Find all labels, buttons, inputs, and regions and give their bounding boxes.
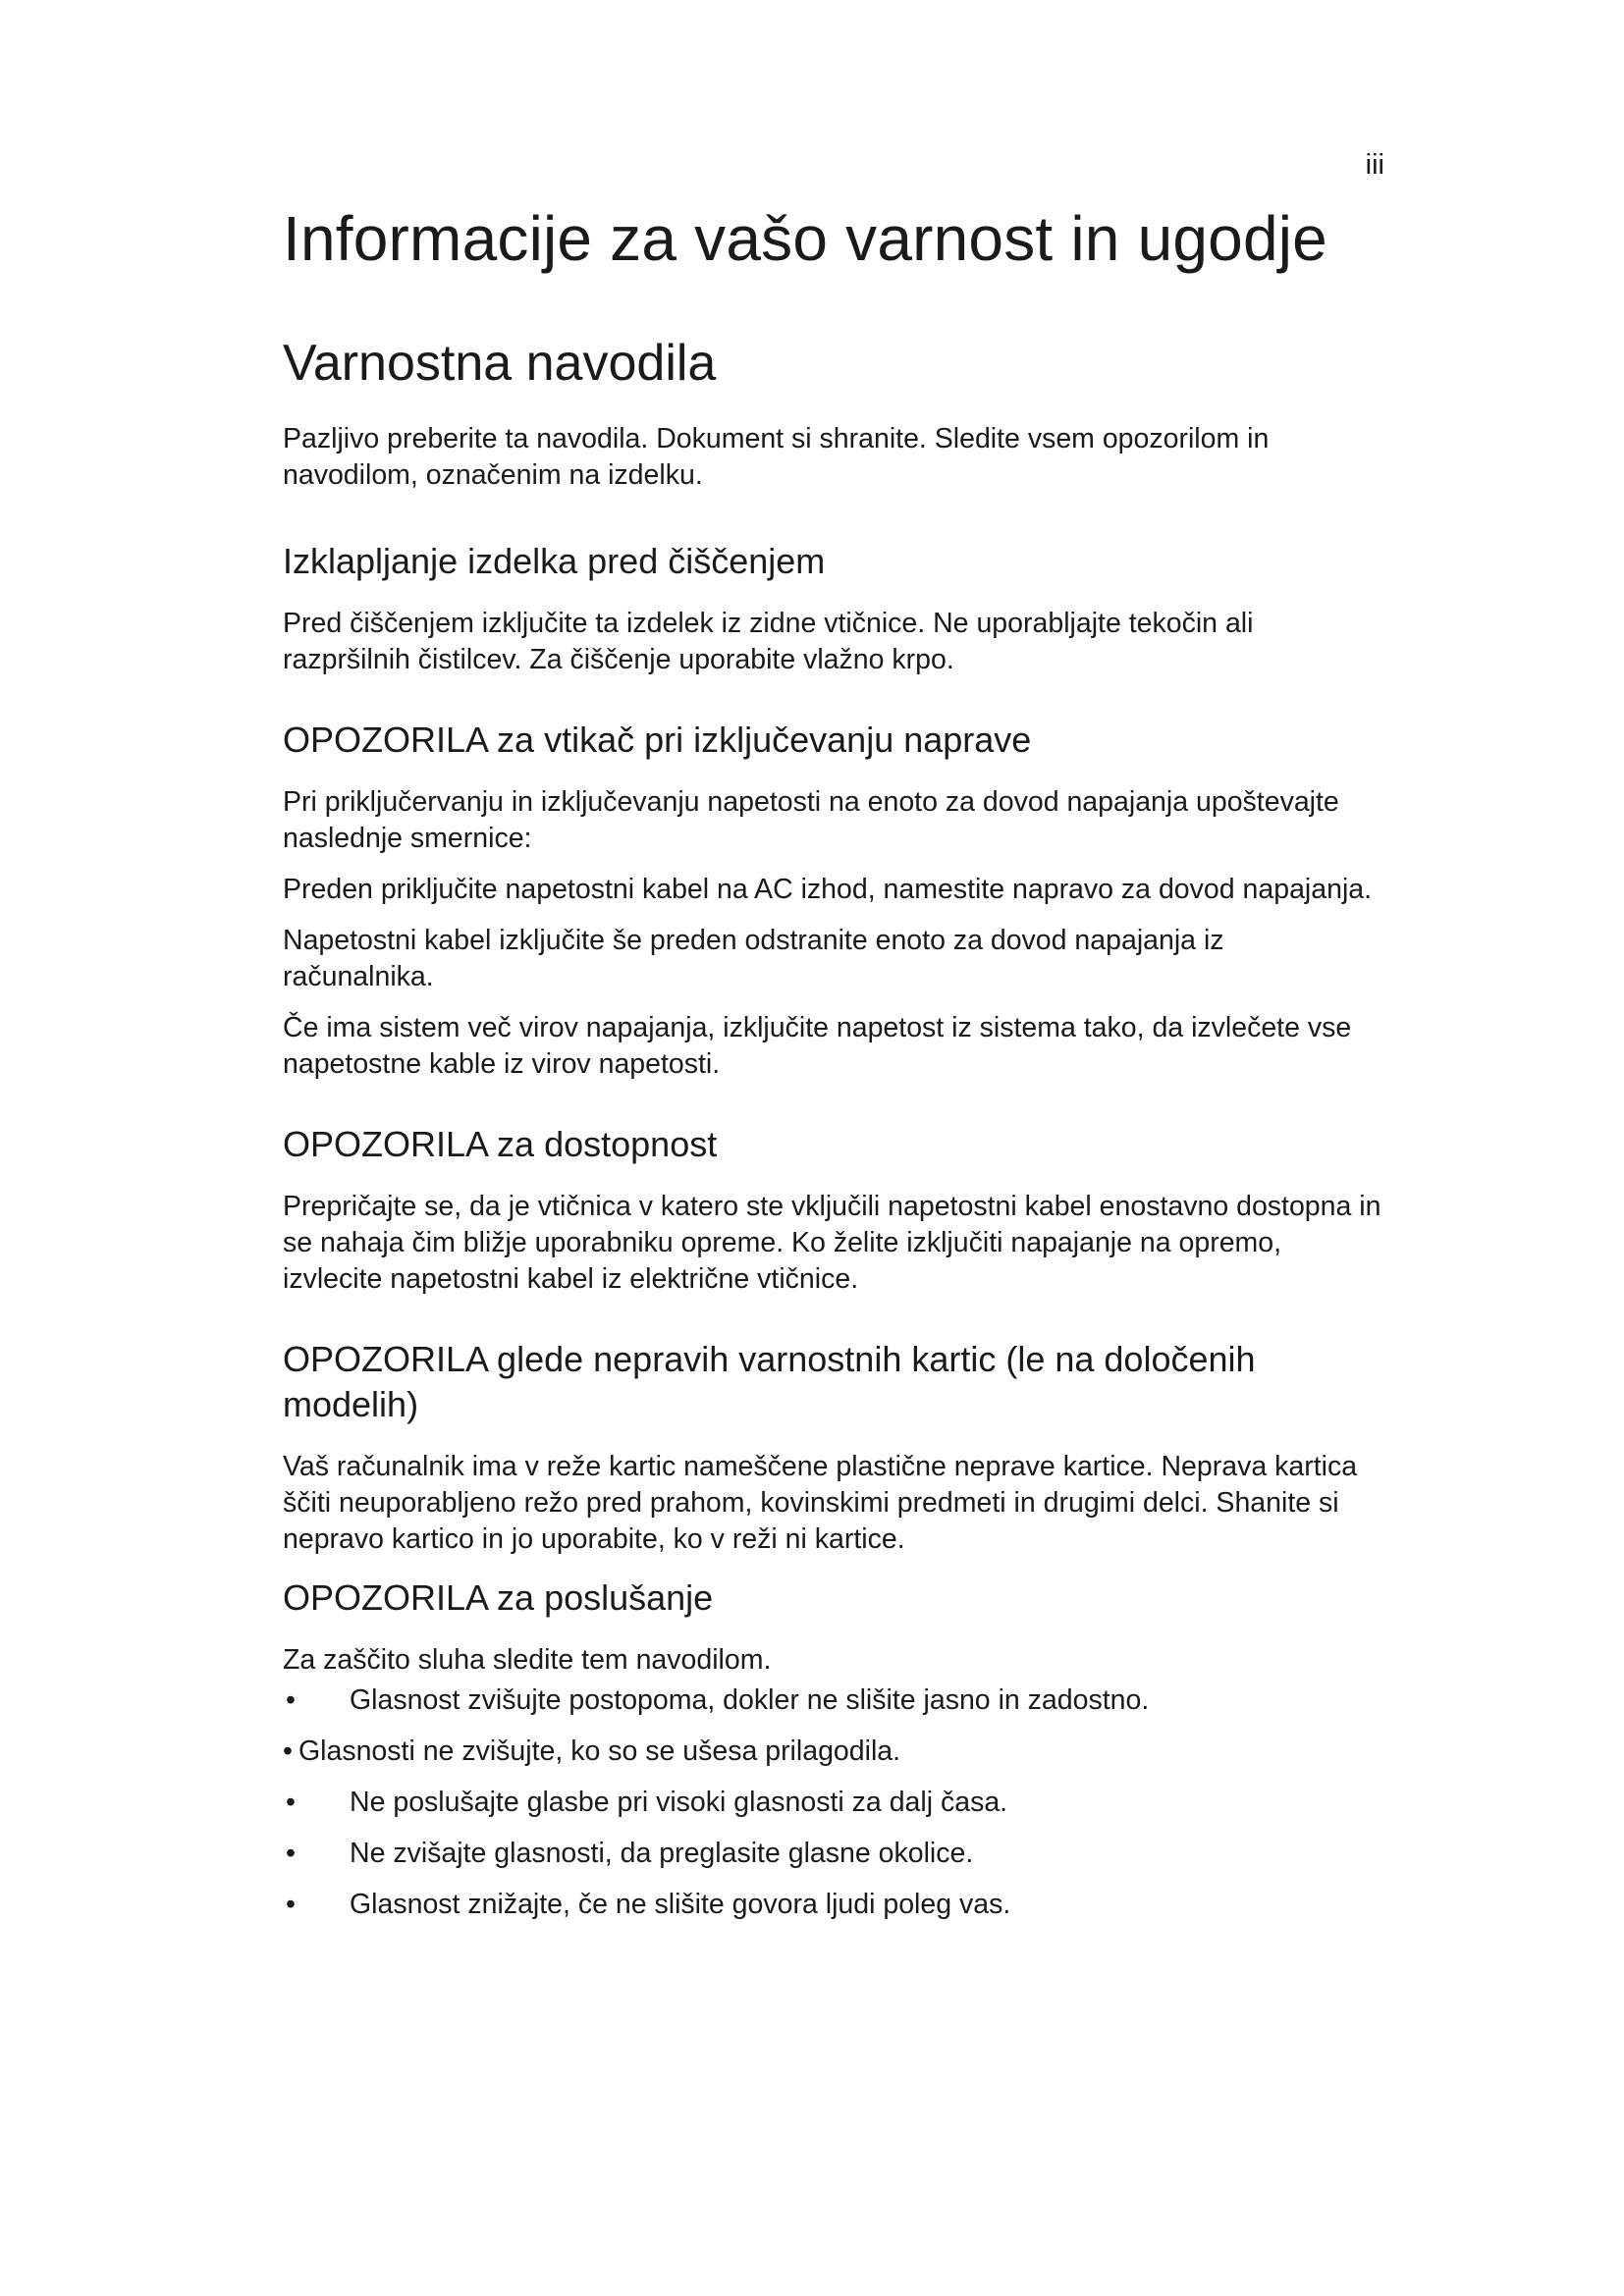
section-paragraph: Vaš računalnik ima v reže kartic nameščene plastične neprave kartice. Neprava kartica ščiti neuporabljeno režo pred prahom, kovinskimi predmeti in drugimi delci. Shanite si nepravo kartico in jo uporabite, ko v reži ni kartice.: [283, 1451, 1358, 1555]
list-item: [283, 1682, 1382, 1719]
section-heading: OPOZORILA za dostopnost: [283, 1124, 718, 1164]
list-item: [283, 1785, 1382, 1821]
section-plug-warnings: [283, 718, 1382, 1083]
list-item: [283, 1734, 1382, 1770]
section-heading: Izklapljanje izdelka pred čiščenjem: [283, 541, 826, 581]
bullet-icon: •: [286, 1787, 296, 1818]
section-heading: OPOZORILA za vtikač pri izključevanju naprave: [283, 720, 1032, 760]
section-paragraph: Če ima sistem več virov napajanja, izključite napetost iz sistema tako, da izvlečete vse napetostne kable iz virov napetosti.: [283, 1012, 1352, 1080]
section-dummy-cards: [283, 1337, 1382, 1558]
section-paragraph: Pred čiščenjem izključite ta izdelek iz zidne vtičnice. Ne uporabljajte tekočin ali razpršilnih čistilcev. Za čiščenje uporabite vlažno krpo.: [283, 608, 1254, 675]
section-paragraph: Prepričajte se, da je vtičnica v katero ste vključili napetostni kabel enostavno dostopna in se nahaja čim bližje uporabniku opreme. Ko želite izključiti napajanje na opremo, izvlecite napetostni kabel iz električne vtičnice.: [283, 1191, 1381, 1295]
page-number: iii: [1365, 149, 1384, 181]
bullet-icon: •: [286, 1684, 296, 1716]
list-item-text: Glasnost znižajte, če ne slišite govora ljudi poleg vas.: [350, 1889, 1011, 1920]
listening-bullet-list: [283, 1682, 1382, 1923]
section-heading: OPOZORILA za poslušanje: [283, 1577, 714, 1618]
section-cleaning: [283, 539, 1382, 678]
section-paragraph: Za zaščito sluha sledite tem navodilom.: [283, 1644, 772, 1676]
intro-paragraph: Pazljivo preberite ta navodila. Dokument si shranite. Sledite vsem opozorilom in navodilom, označenim na izdelku.: [283, 423, 1270, 491]
list-item-text: Ne poslušajte glasbe pri visoki glasnosti za dalj časa.: [350, 1787, 1008, 1818]
list-item: [283, 1836, 1382, 1872]
main-heading: Varnostna navodila: [283, 335, 717, 392]
list-item: [283, 1887, 1382, 1923]
section-accessibility: [283, 1122, 1382, 1298]
list-item-text: Glasnost zvišujte postopoma, dokler ne slišite jasno in zadostno.: [350, 1684, 1150, 1716]
section-paragraph: Preden priključite napetostni kabel na AC izhod, namestite napravo za dovod napajanja.: [283, 874, 1373, 905]
section-paragraph: Pri priključervanju in izključevanju napetosti na enoto za dovod napajanja upoštevajte naslednje smernice:: [283, 786, 1339, 854]
page-content: [283, 201, 1382, 1962]
list-item-text: Ne zvišajte glasnosti, da preglasite glasne okolice.: [350, 1838, 974, 1869]
bullet-icon: •: [283, 1735, 293, 1767]
section-paragraph: Napetostni kabel izključite še preden odstranite enoto za dovod napajanja iz računalnika.: [283, 925, 1224, 992]
list-item-text: Glasnosti ne zvišujte, ko so se ušesa prilagodila.: [298, 1735, 901, 1767]
bullet-icon: •: [286, 1889, 296, 1920]
section-heading: OPOZORILA glede nepravih varnostnih kartic (le na določenih modelih): [283, 1339, 1256, 1424]
page-title: Informacije za vašo varnost in ugodje: [283, 203, 1327, 274]
bullet-icon: •: [286, 1838, 296, 1869]
section-listening: [283, 1575, 1382, 1923]
